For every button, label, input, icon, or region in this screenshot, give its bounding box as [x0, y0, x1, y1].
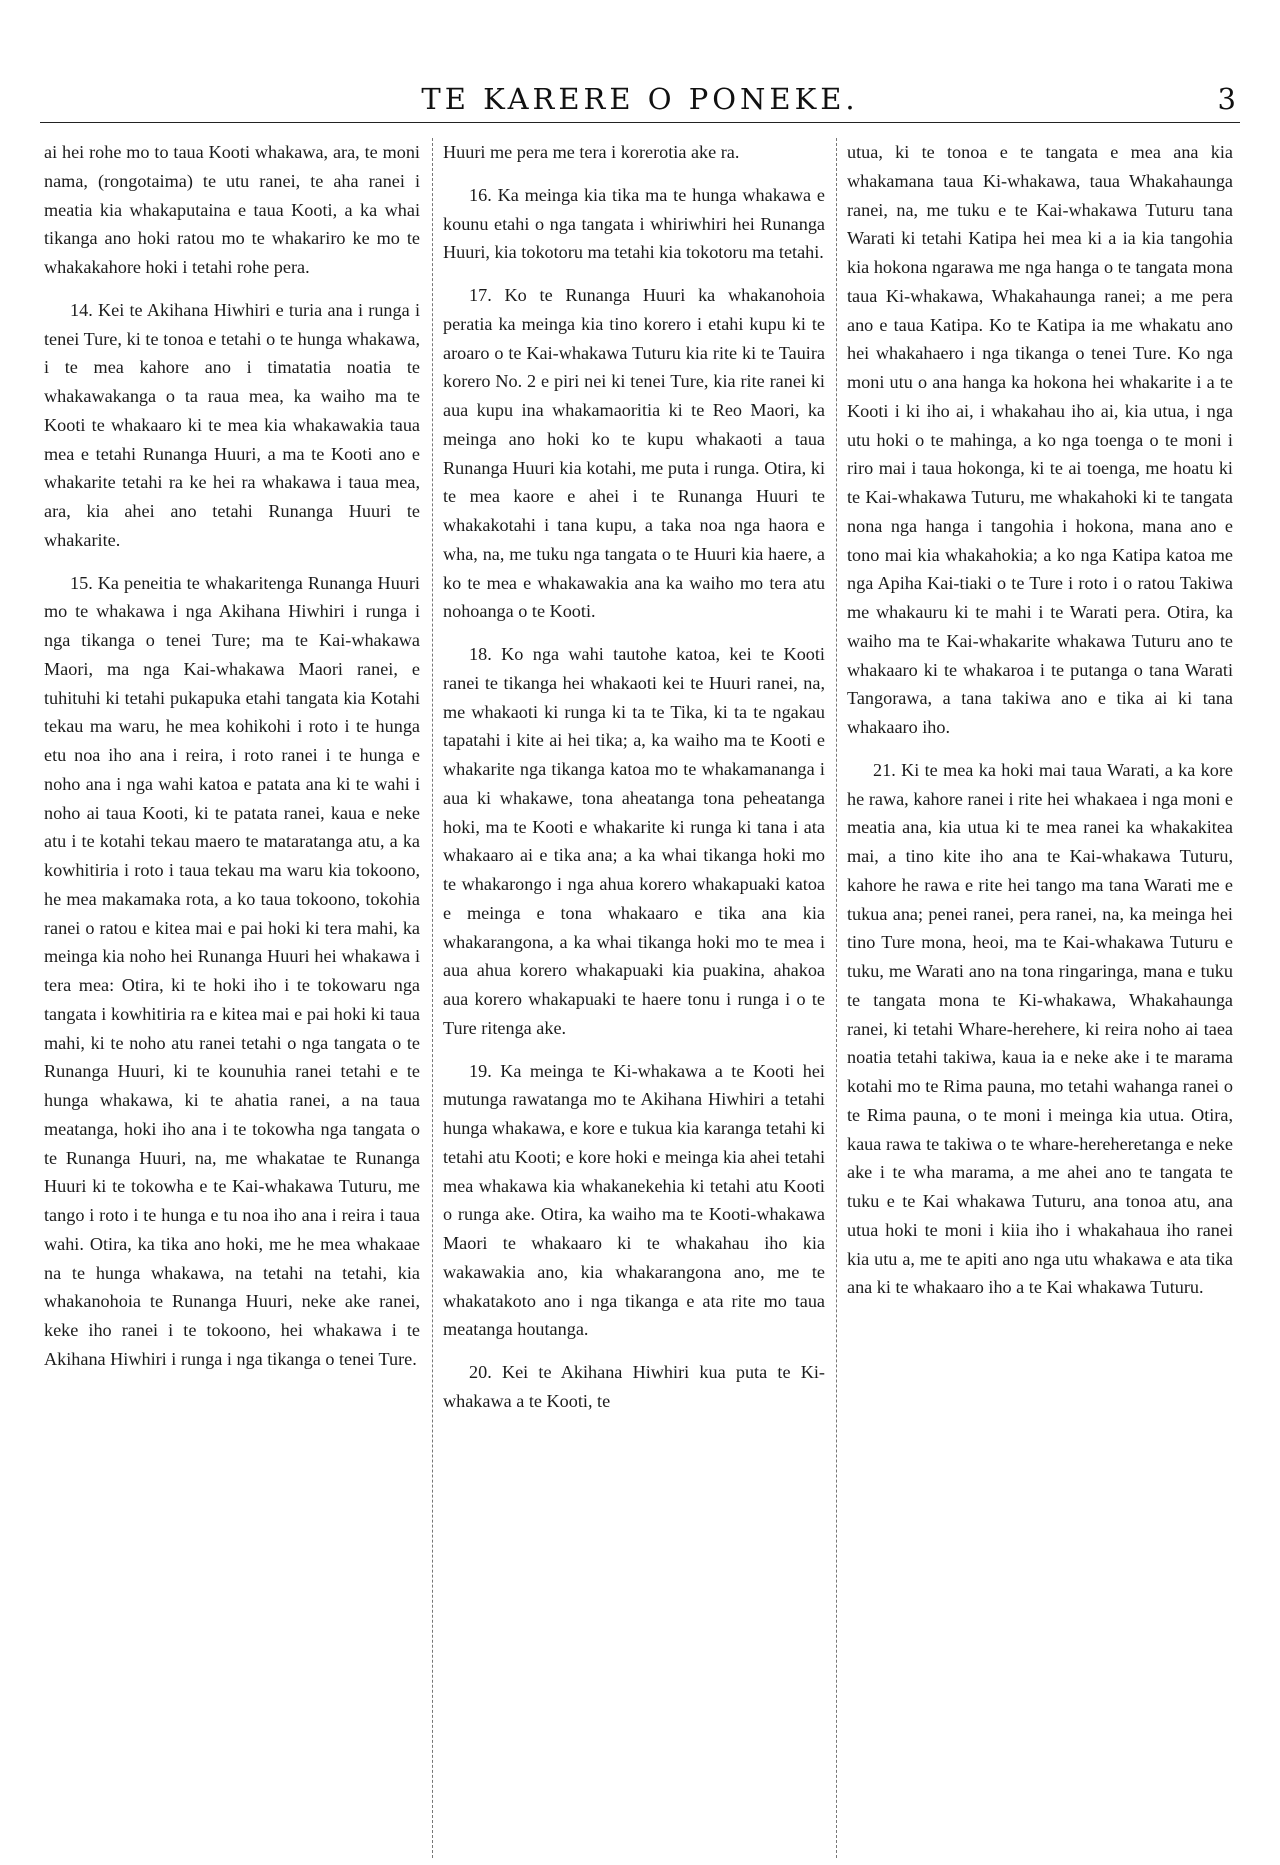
- masthead-title: TE KARERE O PONEKE.: [421, 82, 859, 116]
- text-column-3: [847, 138, 1233, 1858]
- column-divider: [432, 138, 433, 1858]
- text-column-1: [44, 138, 420, 1858]
- paragraph-section-20: 20. Kei te Akihana Hiwhiri kua puta te Ki-whakawa a te Kooti, te: [443, 1362, 825, 1411]
- paragraph-section-21: 21. Ki te mea ka hoki mai taua Warati, a ka kore he rawa, kahore ranei i rite hei whakaea i nga moni e meatia ana, kia utua ki te mea ranei ka whakakitea mai, a tino kite iho ana te Kai-whakawa Tuturu, kahore he rawa e rite hei tango ma tana Warati me e tukua ana; penei ranei, pera ranei, na, ka meinga hei tino Ture mona, heoi, ma te Kai-whakawa Tuturu e tuku, me Warati ano na tona ringaringa, mana e tuku te tangata mona te Ki-whakawa, Whakahaunga ranei, ki tetahi Whare-herehere, ki reira noho ai taea noatia tetahi takiwa, kaua ia e neke ake i te marama kotahi mo te Rima pauna, mo tetahi wahanga ranei o te Rima pauna, o te moni i meinga kia utua. Otira, kaua rawa te takiwa o te whare-hereheretanga e neke ake i te wha marama, a me ahei ano te tangata te tuku e te Kai whakawa Tuturu, ana tonoa atu, ana utua hoki te moni i kiia iho i whakahaua iho ranei kia utu a, me te apiti ano nga utu whakawa e ata tika ana ki te whakaaro iho a te Kai whakawa Tuturu.: [847, 759, 1233, 1298]
- page-number: 3: [1217, 82, 1236, 116]
- paragraph: Huuri me pera me tera i korerotia ake ra.: [443, 142, 740, 162]
- paragraph-section-18: 18. Ko nga wahi tautohe katoa, kei te Kooti ranei te tikanga hei whakaoti kei te Huuri ranei, na, me whakaoti ki runga ki ta te Tika, ki ta te ngakau tapatahi i kite ai hei tika; a, ka waiho ma te Kooti e whakarite nga tikanga katoa mo te whakamananga i aua ki whakawe, tona aheatanga tona peheatanga hoki, ma te Kooti e whakarite ki runga ki tana i ata whakaaro ai e tika ana; a ka whai tikanga hoki mo te whakarongo i nga ahua korero whakapuaki katoa e meinga e tona whakaaro e tika ana kia whakarangona, a ka whai tikanga hoki mo te mea i aua ahua korero whakapuaki kia puakina, ahakoa aua korero whakapuaki te haere tonu i runga i o te Ture ritenga ake.: [443, 644, 825, 1038]
- page-header: [40, 82, 1240, 123]
- paragraph-section-19: 19. Ka meinga te Ki-whakawa a te Kooti hei mutunga rawatanga mo te Akihana Hiwhiri a tetahi hunga whakawa, e kore e tukua kia karanga tetahi ki tetahi atu Kooti; e kore hoki e meinga kia ahei tetahi mea whakawa kia whakanekehia ki tetahi atu Kooti o runga ake. Otira, ka waiho ma te Kooti-whakawa Maori te whakaaro ki te whakahau iho kia wakawakia ano, kia whakarangona ano, me te whakatakoto ano i nga tikanga e ata rite mo taua meatanga houtanga.: [443, 1060, 825, 1340]
- paragraph-section-14: 14. Kei te Akihana Hiwhiri e turia ana i runga i tenei Ture, ki te tonoa e tetahi o te hunga whakawa, i te mea kahore ano i timatatia noatia te whakawakanga o ta raua mea, ka waiho ma te Kooti te whakaaro ki te mea kia whakawakia taua mea e tetahi Runanga Huuri, a ma te Kooti ano e whakarite tetahi ra ke hei ra whakawa i taua mea, ara, kia ahei ano tetahi Runanga Huuri te whakarite.: [44, 299, 420, 550]
- paragraph-section-16: 16. Ka meinga kia tika ma te hunga whakawa e kounu etahi o nga tangata i whiriwhiri hei Runanga Huuri, kia tokotoru ma tetahi kia tokotoru ma tetahi.: [443, 184, 825, 263]
- column-divider: [836, 138, 837, 1858]
- paragraph-section-15: 15. Ka peneitia te whakaritenga Runanga Huuri mo te whakawa i nga Akihana Hiwhiri i runga i nga tikanga o tenei Ture; ma te Kai-whakawa Maori, ma nga Kai-whakawa Maori ranei, e tuhituhi ki tetahi pukapuka etahi tangata kia Kotahi tekau ma waru, he mea kohikohi i roto i te hunga etu noa iho ana i reira, i roto ranei i te hunga e noho ana i nga wahi katoa e patata ana ki te wahi i noho ai taua Kooti, ki te patata ranei, kaua e neke atu i te kotahi tekau maero te mataratanga atu, a ka kowhitiria i roto i taua tekau ma waru kia tokoono, he mea makamaka rota, a ko taua tokoono, tokohia ranei o ratou e kitea mai e pai hoki ki tera mahi, ka meinga kia noho hei Runanga Huuri hei whakawa i tera mea: Otira, ki te hoki iho i te tokowaru nga tangata i kowhitiria ra e kitea mai e pai hoki ki taua mahi, ki te noho atu ranei tetahi o nga tangata o te Runanga Huuri, ki te kounuhia ranei tetahi e te hunga whakawa, ki te ahatia ranei, a na taua meatanga, hoki iho ana i te tokowha nga tangata o te Runanga Huuri, na, me whakatae te Runanga Huuri ki te tokowha e te Kai-whakawa Tuturu, me tango i roto i te hunga e tu noa iho ana i reira i taua wahi. Otira, ka tika ano hoki, me he mea whakaae na te hunga whakawa, na tetahi na tetahi, kia whakanohoia te Runanga Huuri, neke ake ranei, keke iho ranei i te tokoono, hei whakawa i te Akihana Hiwhiri i runga i nga tikanga o tenei Ture.: [44, 572, 420, 1369]
- paragraph: ai hei rohe mo to taua Kooti whakawa, ara, te moni nama, (rongotaima) te utu ranei, te aha ranei i meatia kia whakaputaina e taua Kooti, a ka whai tikanga ano hoki ratou mo te whakariro ke mo te whakakahore hoki i tetahi rohe pera.: [44, 142, 420, 277]
- paragraph: utua, ki te tonoa e te tangata e mea ana kia whakamana taua Ki-whakawa, taua Whakahaunga ranei, na, me tuku e te Kai-whakawa Tuturu tana Warati ki tetahi Katipa hei mea ki a ia kia tangohia kia hokona ngarawa me nga hanga o te tangata mona taua Ki-whakawa, Whakahaunga ranei; a me pera ano e taua Katipa. Ko te Katipa ia me whakatu ano hei whakahaero i nga tikanga o tenei Ture. Ko nga moni utu o ana hanga ka hokona hei whakarite i a te Kooti i ki iho ai, i whakahau iho ai, kia utua, i nga utu hoki o te mahinga, a ko nga toenga o te moni i riro mai i taua hokonga, ki te ai toenga, me hoatu ki te Kai-whakawa Tuturu, me whakahoki ki te tangata nona nga hanga i tangohia i hokona, mana ano e tono mai kia whakahokia; a ko nga Katipa katoa me nga Apiha Kai-tiaki o te Ture i roto i o ratou Takiwa me whakauru ki te mahi i te Warati pera. Otira, ka waiho ma te Kai-whakarite whakawa Tuturu ano te whakaaro ki te whakaroa i te putanga o tana Warati Tangorawa, a tana takiwa ano e tika ai ki tana whakaaro iho.: [847, 142, 1233, 737]
- paragraph-section-17: 17. Ko te Runanga Huuri ka whakanohoia peratia ka meinga kia tino korero i etahi kupu ki te aroaro o te Kai-whakawa Tuturu kia rite ki te Tauira korero No. 2 e piri nei ki tenei Ture, kia rite ranei ki aua kupu ina whakamaoritia ki te Reo Maori, ka meinga ano hoki ko te kupu whakaoti a taua Runanga Huuri kia kotahi, me puta i runga. Otira, ki te mea kaore e ahei i te Runanga Huuri te whakakotahi i tana kupu, a taka noa nga haora e wha, na, me tuku nga tangata o te Huuri kia haere, a ko te mea e whakawakia ana ka waiho mo tera atu nohoanga o te Kooti.: [443, 285, 825, 622]
- text-column-2: [443, 138, 825, 1858]
